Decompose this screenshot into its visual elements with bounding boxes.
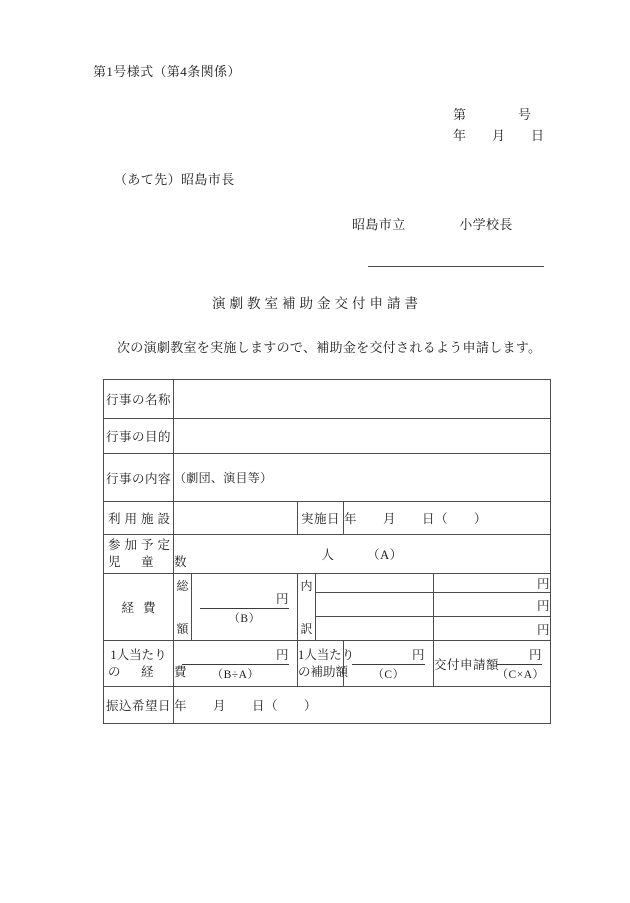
label-per-person-subsidy-line1: 1人当たり xyxy=(298,647,355,662)
label-per-person-subsidy-line2: の補助額 xyxy=(298,664,349,679)
table-row-expenses-1 xyxy=(104,574,551,593)
application-amount-caption: （C×A） xyxy=(496,669,545,681)
field-breakdown-amount-1[interactable]: 円 xyxy=(434,574,551,593)
addressee: （あて先）昭島市長 xyxy=(114,172,235,187)
per-person-cost-caption: （B÷A） xyxy=(211,669,260,681)
table-row-participants xyxy=(104,535,551,574)
label-expense-breakdown xyxy=(298,574,316,641)
table-row-event-purpose xyxy=(104,419,551,454)
label-expense-breakdown-bottom: 訳 xyxy=(300,622,313,636)
label-per-person-subsidy xyxy=(298,641,355,687)
field-event-date[interactable]: 年 月 日（ ） xyxy=(344,502,551,535)
per-person-subsidy-caption: （C） xyxy=(372,669,405,681)
per-person-cost-unit: 円 xyxy=(182,645,289,665)
label-per-person-cost-line1: 1人当たり xyxy=(110,647,167,662)
document-date: 年 月 日 xyxy=(452,128,544,143)
label-per-person-cost xyxy=(104,641,191,687)
label-expense-total-bottom: 額 xyxy=(176,622,189,636)
application-table xyxy=(103,379,551,724)
table-row-facility xyxy=(104,502,551,535)
table-row-transfer-date xyxy=(104,687,551,724)
label-expense-total xyxy=(174,574,192,641)
field-breakdown-item-3[interactable] xyxy=(316,617,434,641)
field-per-person-subsidy[interactable] xyxy=(344,641,434,687)
field-facility[interactable] xyxy=(174,502,298,535)
application-amount-group xyxy=(434,641,551,687)
per-person-subsidy-unit: 円 xyxy=(352,645,425,665)
label-per-person-cost-line2: の 経 費 xyxy=(108,664,191,679)
label-expenses: 経費 xyxy=(104,574,174,641)
label-event-content: 行事の内容 xyxy=(104,454,174,502)
page-title: 演劇教室補助金交付申請書 xyxy=(212,296,422,311)
table-row-event-name xyxy=(104,380,551,419)
field-event-name[interactable] xyxy=(174,380,551,419)
field-breakdown-item-1[interactable] xyxy=(316,574,434,593)
label-participants xyxy=(104,535,191,574)
field-breakdown-item-2[interactable] xyxy=(316,593,434,617)
document-number-block xyxy=(453,104,544,146)
label-expense-total-top: 総 xyxy=(176,579,189,593)
field-participants[interactable]: 人 （A） xyxy=(174,535,551,574)
label-event-purpose: 行事の目的 xyxy=(104,419,174,454)
field-breakdown-amount-3[interactable]: 円 xyxy=(434,617,551,641)
field-transfer-date[interactable]: 年 月 日（ ） xyxy=(174,687,551,724)
table-row-per-person xyxy=(104,641,551,687)
signature-line xyxy=(368,266,544,267)
per-person-cost-amount xyxy=(174,645,297,682)
label-application-amount: 交付申請額 xyxy=(434,657,500,672)
expense-total-caption: （B） xyxy=(228,612,261,625)
label-event-name: 行事の名称 xyxy=(104,380,174,419)
field-event-purpose[interactable] xyxy=(174,419,551,454)
lead-statement: 次の演劇教室を実施しますので、補助金を交付されるよう申請します。 xyxy=(117,340,542,355)
label-transfer-date: 振込希望日 xyxy=(104,687,174,724)
document-number: 第 号 xyxy=(452,107,531,122)
field-event-content[interactable]: （劇団、演目等） xyxy=(174,454,551,502)
label-facility: 利用施設 xyxy=(104,502,174,535)
field-per-person-cost[interactable] xyxy=(174,641,298,687)
expense-total-amount xyxy=(192,589,297,626)
field-expense-total[interactable] xyxy=(192,574,298,641)
label-event-date: 実施日 xyxy=(298,502,344,535)
expense-total-unit: 円 xyxy=(200,589,289,609)
label-participants-line1: 参加予定 xyxy=(108,538,175,552)
field-breakdown-amount-2[interactable]: 円 xyxy=(434,593,551,617)
per-person-subsidy-amount xyxy=(344,645,433,682)
application-amount-unit: 円 xyxy=(497,645,543,665)
label-expense-breakdown-top: 内 xyxy=(300,579,313,593)
table-row-event-content xyxy=(104,454,551,502)
label-participants-line2: 児 童 数 xyxy=(108,555,191,569)
form-number: 第1号様式（第4条関係） xyxy=(93,64,241,79)
applicant-school: 昭島市立 小学校長 xyxy=(352,217,513,232)
